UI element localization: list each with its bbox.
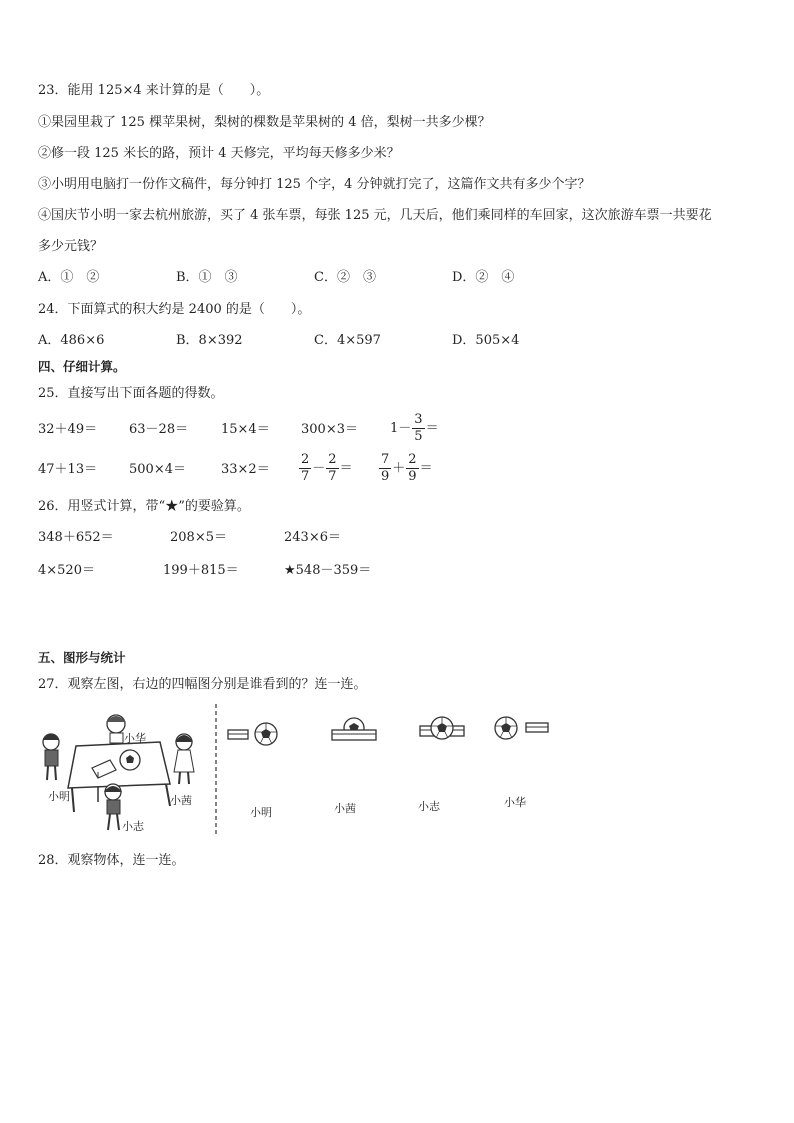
frac-a: [299, 452, 311, 485]
frac-numerator: 7: [381, 452, 390, 467]
q26-stem: 26．用竖式计算，带“★”的要验算。: [38, 499, 250, 514]
q24-stem: 24．下面算式的积大约是 2400 的是（ ）。: [38, 302, 311, 317]
frac-a: [379, 452, 391, 485]
q23-item-4: ④国庆节小明一家去杭州旅游，买了 4 张车票，每张 125 元，几天后，他们乘同样的车回家，这次旅游车票一共要花: [38, 208, 712, 223]
frac-numerator: 3: [414, 412, 423, 427]
frac-b: [406, 452, 418, 485]
scene-label-xiaoming: 小明: [48, 790, 70, 803]
frac-eq: ＝: [419, 460, 433, 476]
q23-option-a[interactable]: A．① ②: [38, 270, 100, 285]
q23-item-4-cont: 多少元钱？: [38, 239, 104, 254]
scene-label-xiaozhi: 小志: [122, 820, 144, 833]
frac-denominator: 7: [328, 469, 337, 484]
view-label-3: 小志: [418, 800, 440, 813]
q25-frac-add: [378, 450, 433, 485]
q26-r1-1: 348＋652＝: [38, 530, 114, 545]
view-1-image[interactable]: [226, 720, 286, 750]
view-label-1: 小明: [250, 806, 272, 819]
q24-option-d[interactable]: D．505×4: [452, 333, 520, 348]
frac-denominator: 5: [414, 429, 423, 444]
frac-numerator: 2: [408, 452, 417, 467]
frac-eq: ＝: [339, 460, 353, 476]
q23-item-1: ①果园里栽了 125 棵苹果树，梨树的棵数是苹果树的 4 倍，梨树一共多少棵？: [38, 115, 491, 130]
q25-frac-sub: [298, 450, 353, 485]
frac-numerator: 2: [301, 452, 310, 467]
q23-stem: 23．能用 125×4 来计算的是（ ）。: [38, 83, 270, 98]
q26-r2-2: 199＋815＝: [163, 563, 239, 578]
q25-mixed-frac: [412, 412, 424, 445]
q25-r1-3: 15×4＝: [221, 422, 270, 437]
frac-operator: －: [312, 460, 326, 476]
view-2-image[interactable]: [328, 716, 380, 746]
view-label-4: 小华: [504, 796, 526, 809]
q23-option-d[interactable]: D．② ④: [452, 270, 515, 285]
frac-denominator: 7: [301, 469, 310, 484]
q27-figure: [38, 702, 578, 842]
q26-r1-3: 243×6＝: [284, 530, 341, 545]
q23-option-c[interactable]: C．② ③: [314, 270, 376, 285]
q25-r1-4: 300×3＝: [301, 422, 358, 437]
frac-denominator: 9: [381, 469, 390, 484]
q25-r1-1: 32＋49＝: [38, 422, 98, 437]
scene-label-xiaohua: 小华: [124, 732, 146, 745]
frac-b: [326, 452, 338, 485]
q27-stem: 27．观察左图，右边的四幅图分别是谁看到的？连一连。: [38, 677, 367, 692]
q24-option-c[interactable]: C．4×597: [314, 333, 381, 348]
q25-r2-1: 47＋13＝: [38, 462, 98, 477]
q28-stem: 28．观察物体，连一连。: [38, 853, 185, 868]
q25-r2-3: 33×2＝: [221, 462, 270, 477]
q24-option-b[interactable]: B．8×392: [176, 333, 243, 348]
view-label-2: 小茜: [334, 802, 356, 815]
section-4-title: 四、仔细计算。: [38, 359, 126, 374]
q26-r1-2: 208×5＝: [170, 530, 227, 545]
section-5-title: 五、图形与统计: [38, 650, 126, 665]
q26-r2-3: ★548－359＝: [284, 563, 372, 578]
q25-mixed: [390, 412, 439, 445]
q23-item-3: ③小明用电脑打一份作文稿件，每分钟打 125 个字，4 分钟就打完了，这篇作文共有多少个字？: [38, 177, 591, 192]
q25-r2-2: 500×4＝: [129, 462, 186, 477]
frac-operator: ＋: [392, 460, 406, 476]
frac-numerator: 2: [328, 452, 337, 467]
q23-option-b[interactable]: B．① ③: [176, 270, 238, 285]
q25-mixed-whole: 1－: [390, 420, 412, 436]
q23-item-2: ②修一段 125 米长的路，预计 4 天修完，平均每天修多少米？: [38, 146, 400, 161]
view-3-image[interactable]: [416, 714, 468, 746]
q26-r2-1: 4×520＝: [38, 563, 95, 578]
view-4-image[interactable]: [492, 714, 552, 744]
frac-denominator: 9: [408, 469, 417, 484]
q25-r1-2: 63－28＝: [129, 422, 189, 437]
q25-mixed-eq: ＝: [425, 420, 439, 436]
scene-label-xiaoqian: 小茜: [170, 794, 192, 807]
q24-option-a[interactable]: A．486×6: [38, 333, 105, 348]
q25-stem: 25．直接写出下面各题的得数。: [38, 386, 224, 401]
dashed-divider: [214, 704, 218, 834]
